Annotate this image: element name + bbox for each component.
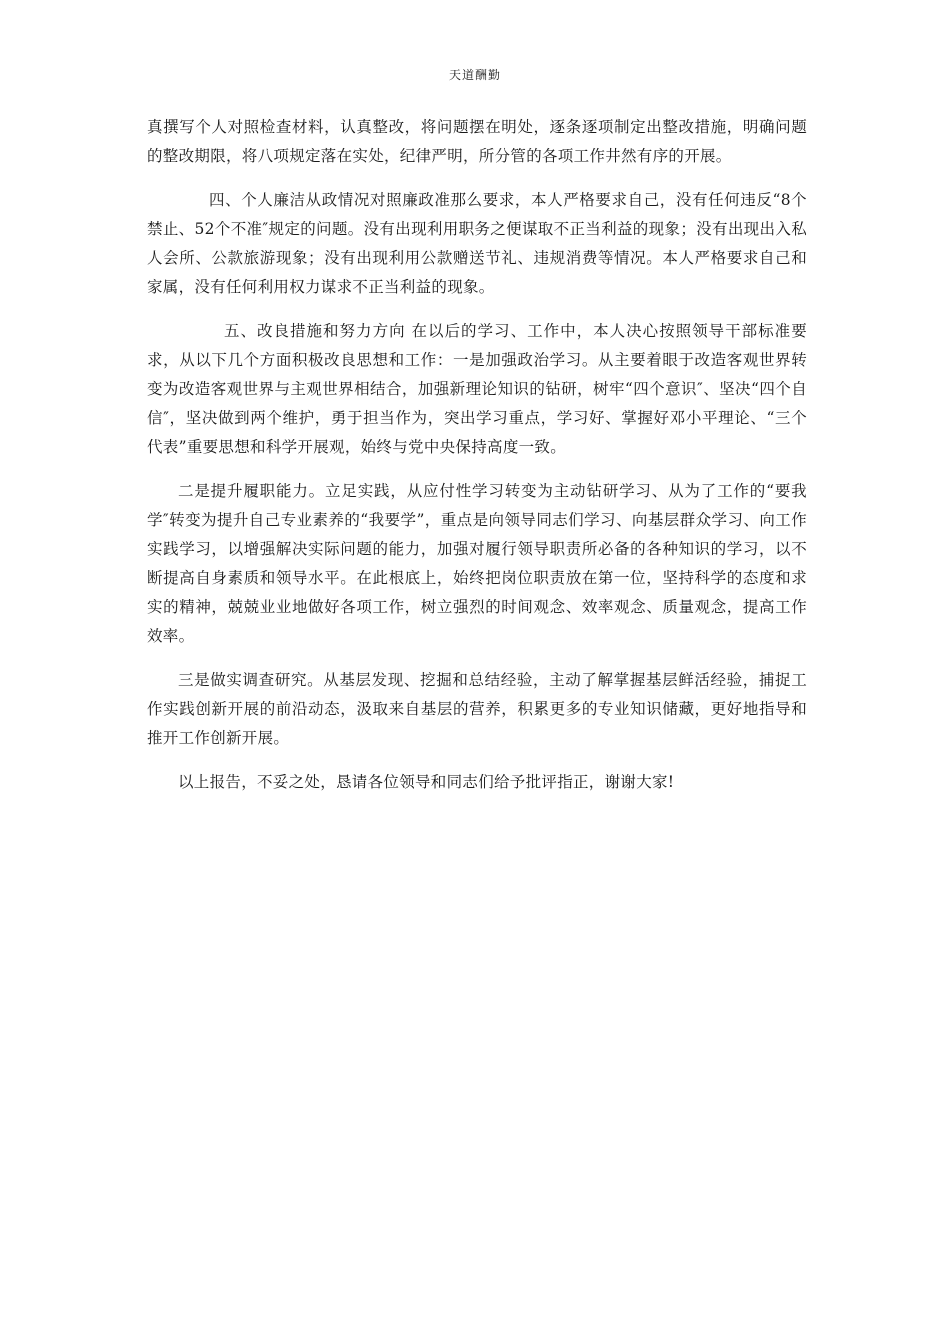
paragraph-section-four: 四、个人廉洁从政情况对照廉政准那么要求，本人严格要求自己，没有任何违反“8个禁止、52个不准″规定的问题。没有出现利用职务之便谋取不正当利益的现象；没有出现出入私人会所、公款旅游现象；没有出现利用公款赠送节礼、违规消费等情况。本人严格要求自己和家属，没有任何利用权力谋求不正当利益的现象。: [147, 191, 807, 296]
paragraph-improve-ability: 二是提升履职能力。立足实践，从应付性学习转变为主动钻研学习、从为了工作的“要我学″转变为提升自己专业素养的“我要学”，重点是向领导同志们学习、向基层群众学习、向工作实践学习，以增强解决实际问题的能力，加强对履行领导职责所必备的各种知识的学习，以不断提高自身素质和领导水平。在此根底上，始终把岗位职责放在第一位，坚持科学的态度和求实的精神，兢兢业业地做好各项工作，树立强烈的时间观念、效率观念、质量观念，提高工作效率。: [147, 482, 807, 645]
paragraph-section-five: 五、改良措施和努力方向 在以后的学习、工作中，本人决心按照领导干部标准要求，从以下几个方面积极改良思想和工作：一是加强政治学习。从主要着眼于改造客观世界转变为改造客观世界与主观世界相结合，加强新理论知识的钻研，树牢“四个意识″、坚决“四个自信″，坚决做到两个维护，勇于担当作为，突出学习重点，学习好、掌握好邓小平理论、“三个代表”重要思想和科学开展观，始终与党中央保持高度一致。: [147, 322, 807, 456]
paragraph-closing: 以上报告，不妥之处，恳请各位领导和同志们给予批评指正，谢谢大家!: [178, 773, 675, 791]
paragraph-research: 三是做实调查研究。从基层发现、挖掘和总结经验，主动了解掌握基层鲜活经验，捕捉工作实践创新开展的前沿动态，汲取来自基层的营养，积累更多的专业知识储藏，更好地指导和推开工作创新开展。: [147, 671, 807, 747]
document-body: [147, 113, 807, 797]
paragraph-continuation: 真撰写个人对照检查材料，认真整改，将问题摆在明处，逐条逐项制定出整改措施，明确问题的整改期限，将八项规定落在实处，纪律严明，所分管的各项工作井然有序的开展。: [147, 118, 807, 165]
page-header: 天道酬勤: [448, 68, 501, 82]
